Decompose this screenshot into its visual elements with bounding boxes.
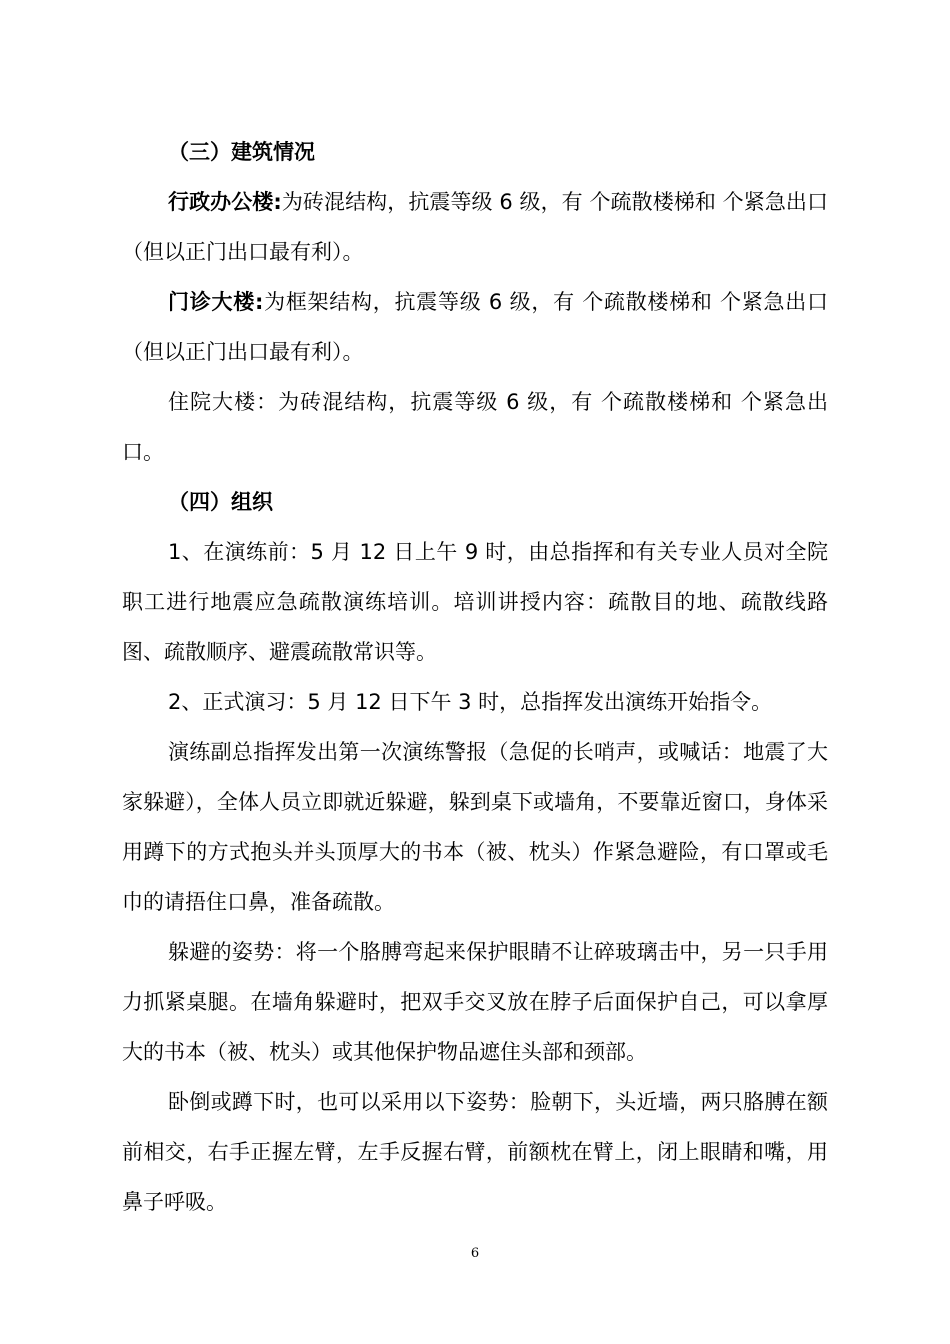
- paragraph-text: 为框架结构，抗震等级 6 级，有 个疏散楼梯和 个紧急出口（但以正门出口最有利）。: [122, 290, 828, 364]
- paragraph-alarm: 演练副总指挥发出第一次演练警报（急促的长哨声，或喊话：地震了大家躲避），全体人员立即就近躲避，躲到桌下或墙角，不要靠近窗口，身体采用蹲下的方式抱头并头顶厚大的书本（被、枕头）作紧急避险，有口罩或毛巾的请捂住口鼻，准备疏散。: [122, 740, 828, 914]
- paragraph-admin-building: [122, 177, 828, 277]
- paragraph-before-drill: 1、在演练前：5 月 12 日上午 9 时，由总指挥和有关专业人员对全院职工进行地震应急疏散演练培训。培训讲授内容：疏散目的地、疏散线路图、疏散顺序、避震疏散常识等。: [122, 540, 828, 664]
- paragraph-lead: 行政办公楼:: [168, 190, 282, 214]
- paragraph-posture: 躲避的姿势：将一个胳膊弯起来保护眼睛不让碎玻璃击中，另一只手用力抓紧桌腿。在墙角躲避时，把双手交叉放在脖子后面保护自己，可以拿厚大的书本（被、枕头）或其他保护物品遮住头部和颈部。: [122, 940, 828, 1064]
- paragraph-text: 为砖混结构，抗震等级 6 级，有 个疏散楼梯和 个紧急出口（但以正门出口最有利）。: [122, 190, 828, 264]
- page-number: 6: [470, 1246, 480, 1261]
- paragraph-formal-drill: 2、正式演习：5 月 12 日下午 3 时，总指挥发出演练开始指令。: [168, 690, 773, 714]
- paragraph-lying-posture: 卧倒或蹲下时，也可以采用以下姿势：脸朝下，头近墙，两只胳膊在额前相交，右手正握左臂，左手反握右臂，前额枕在臂上，闭上眼睛和嘴，用鼻子呼吸。: [122, 1090, 828, 1214]
- paragraph-outpatient-building: [122, 277, 828, 377]
- section-heading-organization: （四）组织: [168, 490, 273, 514]
- paragraph-inpatient-building: 住院大楼：为砖混结构，抗震等级 6 级，有 个疏散楼梯和 个紧急出口。: [122, 390, 828, 464]
- paragraph-lead: 门诊大楼:: [168, 290, 264, 314]
- document-body: [122, 127, 828, 1227]
- section-heading-building: （三）建筑情况: [168, 140, 315, 164]
